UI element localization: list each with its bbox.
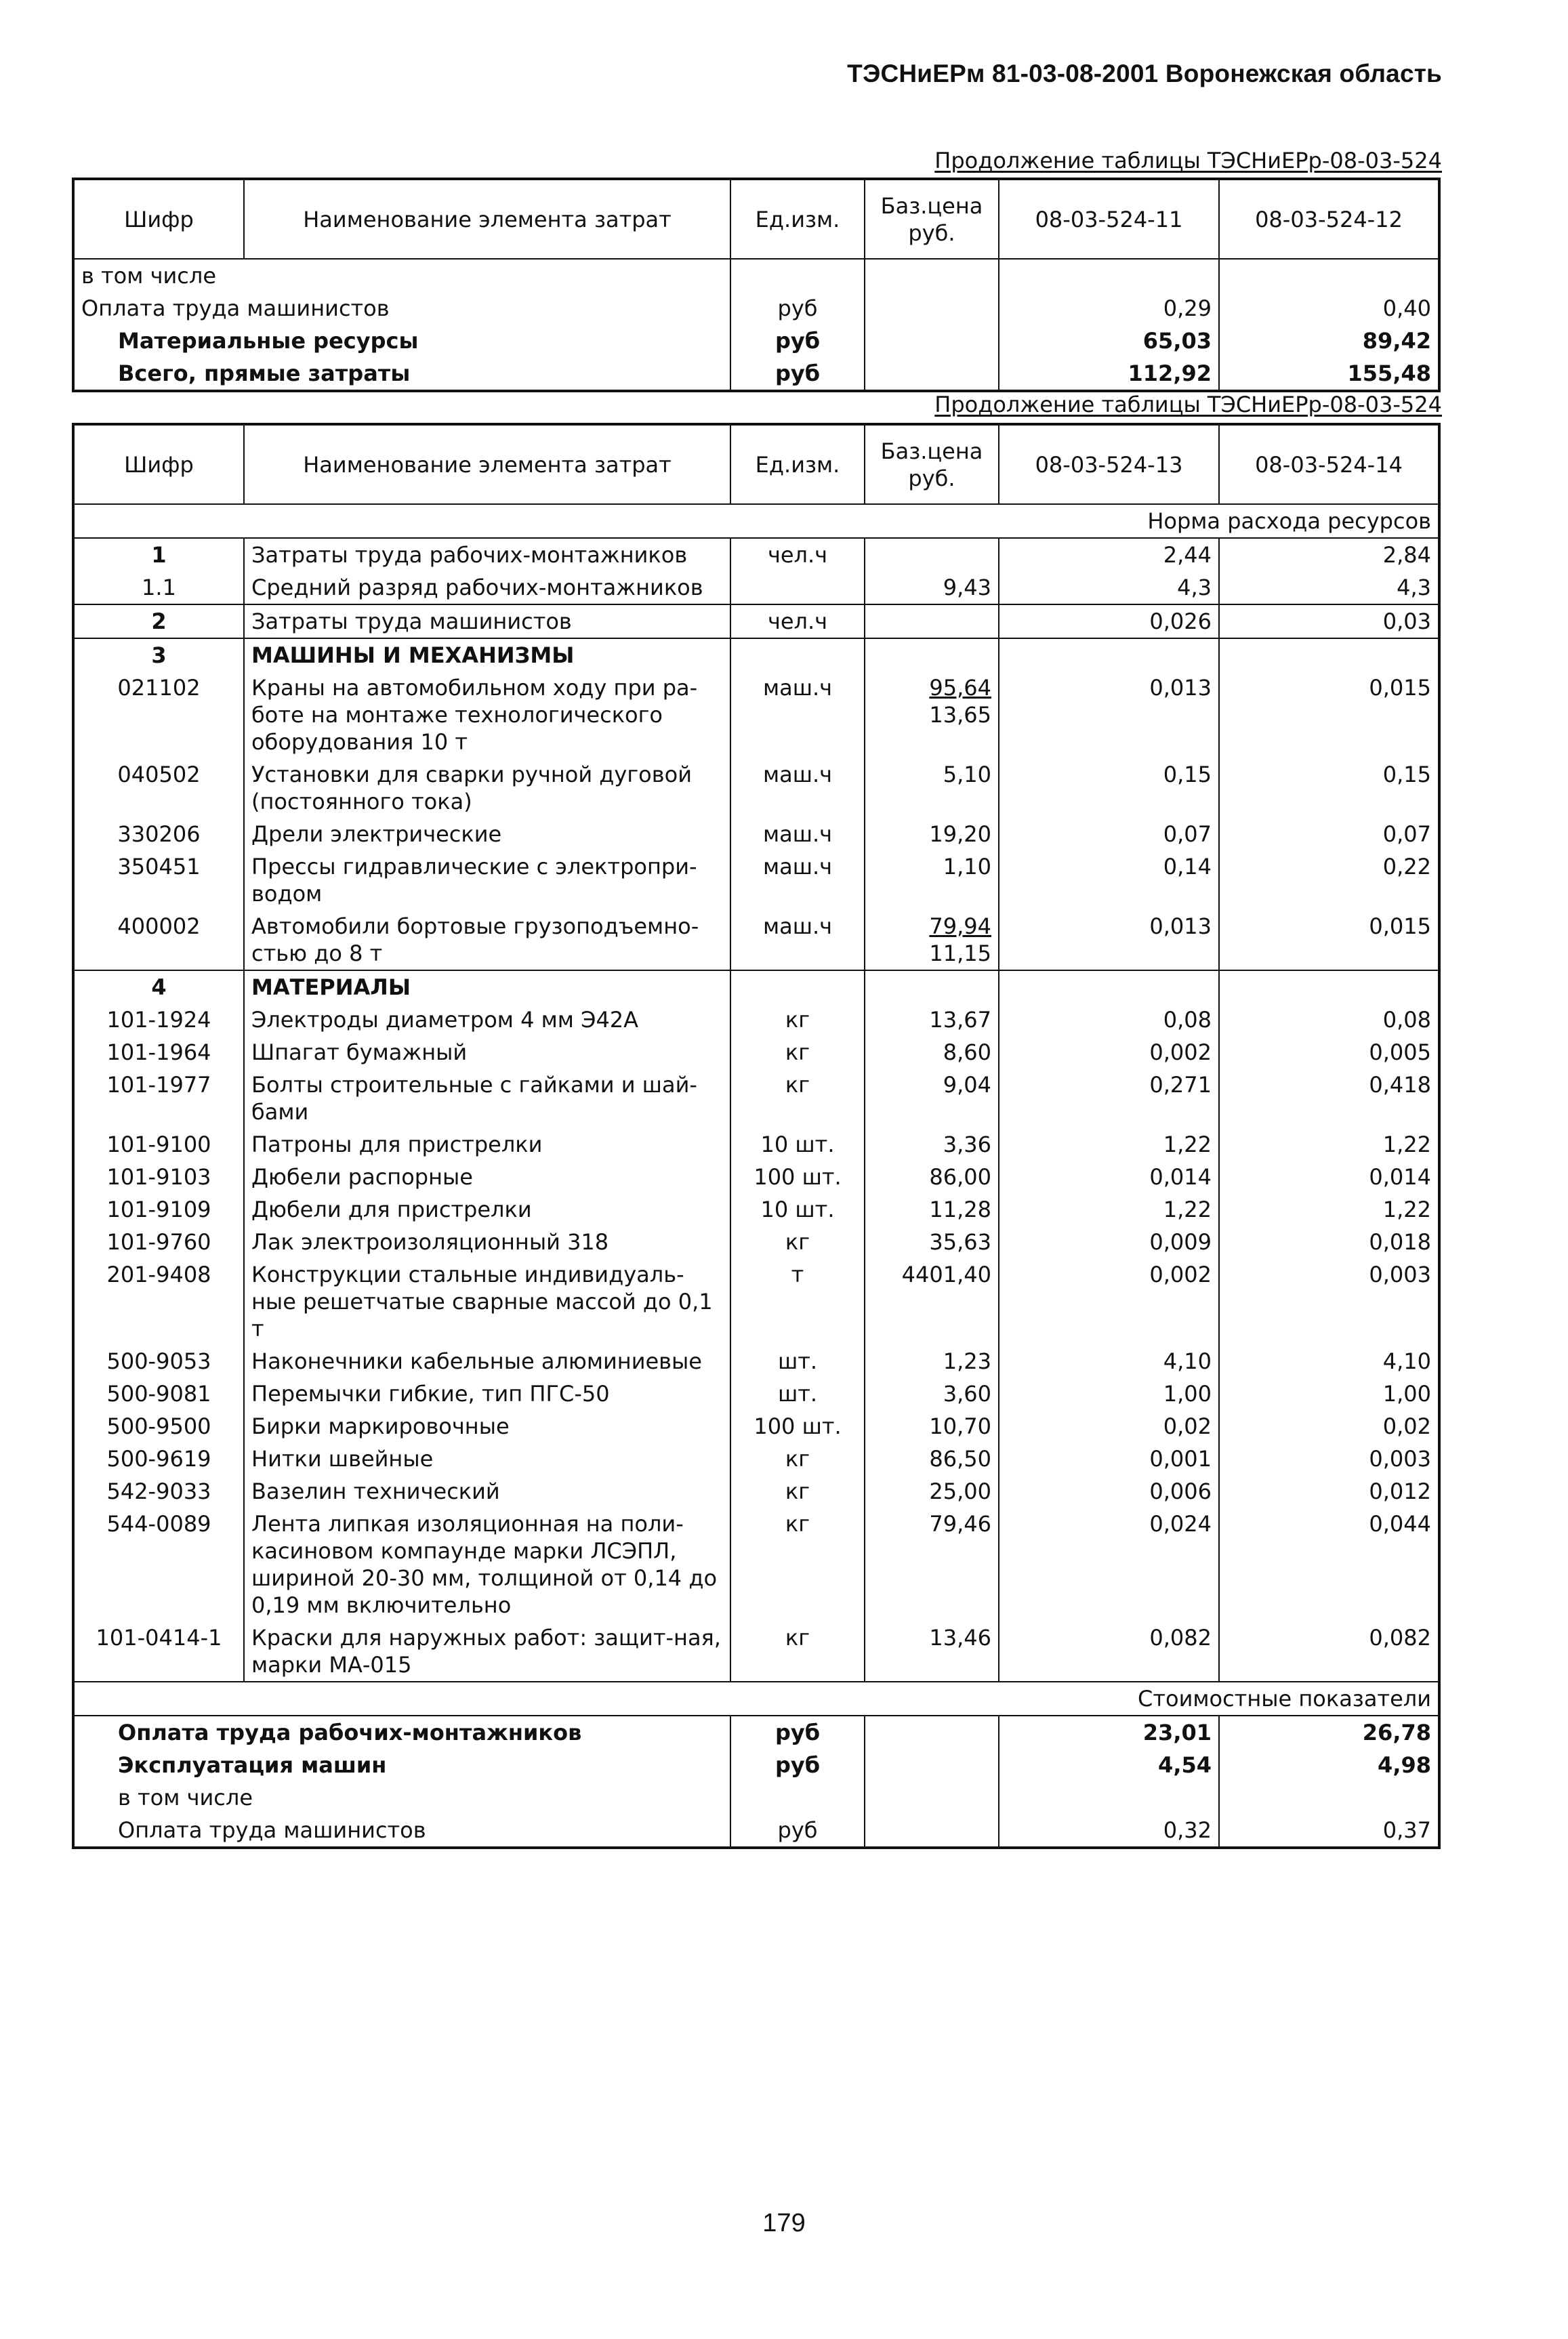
row-value-a: 0,002 [999,1036,1219,1069]
row-code: 3 [73,638,244,671]
row-name: Конструкции стальные индивидуаль-ные решетчатые сварные массой до 0,1 т [244,1258,730,1345]
row-code: 500-9500 [73,1410,244,1443]
row-unit: руб [730,357,865,391]
table1-body [73,259,1439,391]
col-price-header: Баз.цена руб. [865,424,999,504]
row-value-a [999,1781,1219,1814]
row-price: 3,36 [865,1128,999,1161]
row-name: Краски для наружных работ: защит-ная, марки МА-015 [244,1621,730,1682]
row-value-a: 0,29 [999,292,1219,325]
row-name: Автомобили бортовые грузоподъемно-стью до 8 т [244,910,730,970]
table-row [73,1621,1439,1682]
row-code: 2 [73,604,244,638]
table-row [73,1716,1439,1749]
row-value-b: 26,78 [1219,1716,1439,1749]
page-header: ТЭСНиЕРм 81-03-08-2001 Воронежская область [847,60,1442,87]
table-row [73,1475,1439,1508]
row-price: 86,00 [865,1161,999,1193]
table-row [73,1161,1439,1193]
row-value-b [1219,1781,1439,1814]
row-unit: кг [730,1475,865,1508]
table-row [73,325,1439,357]
table1 [72,178,1441,392]
row-value-a: 0,07 [999,818,1219,850]
row-unit: руб [730,1814,865,1848]
col-a-header: 08-03-524-13 [999,424,1219,504]
col-unit-header: Ед.изм. [730,424,865,504]
row-name: Шпагат бумажный [244,1036,730,1069]
row-unit: чел.ч [730,604,865,638]
row-code: 021102 [73,671,244,758]
row-code: 101-9100 [73,1128,244,1161]
table-row [73,259,1439,292]
row-label: Оплата труда машинистов [73,1814,730,1848]
row-unit: кг [730,1226,865,1258]
row-price [865,259,999,292]
row-code: 542-9033 [73,1475,244,1508]
row-value-a: 1,00 [999,1378,1219,1410]
row-value-a: 0,082 [999,1621,1219,1682]
row-name: Электроды диаметром 4 мм Э42А [244,1003,730,1036]
row-price: 9,04 [865,1069,999,1128]
row-value-b: 0,37 [1219,1814,1439,1848]
col-code-header: Шифр [73,179,244,259]
table-row [73,538,1439,571]
col-name-header: Наименование элемента затрат [244,424,730,504]
row-value-b: 1,00 [1219,1378,1439,1410]
table-row [73,1781,1439,1814]
table-row [73,671,1439,758]
row-price: 11,28 [865,1193,999,1226]
row-code: 4 [73,970,244,1003]
row-value-a: 23,01 [999,1716,1219,1749]
row-price [865,1716,999,1749]
row-value-b [1219,259,1439,292]
norm-row-label: Норма расхода ресурсов [73,504,1439,538]
table-row [73,604,1439,638]
row-unit: кг [730,1069,865,1128]
row-unit [730,970,865,1003]
row-price [865,325,999,357]
row-code: 201-9408 [73,1258,244,1345]
table-row [73,571,1439,604]
row-name: Лак электроизоляционный 318 [244,1226,730,1258]
table-row [73,758,1439,818]
row-unit: 100 шт. [730,1161,865,1193]
row-code: 500-9053 [73,1345,244,1378]
table-row [73,1193,1439,1226]
row-value-b: 2,84 [1219,538,1439,571]
row-value-a: 4,10 [999,1345,1219,1378]
row-unit: маш.ч [730,671,865,758]
row-price [865,910,999,970]
table-row [73,850,1439,910]
row-price: 13,46 [865,1621,999,1682]
row-name: Вазелин технический [244,1475,730,1508]
row-name: Нитки швейные [244,1443,730,1475]
row-value-b: 0,418 [1219,1069,1439,1128]
table-row [73,1226,1439,1258]
row-unit: шт. [730,1378,865,1410]
row-unit: руб [730,292,865,325]
row-value-b: 0,02 [1219,1410,1439,1443]
row-code: 544-0089 [73,1508,244,1621]
row-unit [730,638,865,671]
row-code: 101-1964 [73,1036,244,1069]
table-row [73,1814,1439,1848]
row-name: Болты строительные с гайками и шай-бами [244,1069,730,1128]
row-name: Патроны для пристрелки [244,1128,730,1161]
row-label: Материальные ресурсы [73,325,730,357]
row-value-b: 0,018 [1219,1226,1439,1258]
row-price: 86,50 [865,1443,999,1475]
row-value-b [1219,638,1439,671]
row-value-b: 0,082 [1219,1621,1439,1682]
row-code: 350451 [73,850,244,910]
table-row [73,357,1439,391]
row-value-a: 0,009 [999,1226,1219,1258]
table-row [73,1378,1439,1410]
row-label: Эксплуатация машин [73,1749,730,1781]
row-value-b: 0,005 [1219,1036,1439,1069]
cost-row [73,1682,1439,1716]
row-unit: чел.ч [730,538,865,571]
row-price: 5,10 [865,758,999,818]
row-value-a: 0,013 [999,910,1219,970]
col-b-header: 08-03-524-14 [1219,424,1439,504]
table-row [73,970,1439,1003]
row-value-a: 65,03 [999,325,1219,357]
row-value-b: 0,003 [1219,1443,1439,1475]
row-price: 10,70 [865,1410,999,1443]
row-code: 101-1977 [73,1069,244,1128]
row-code: 400002 [73,910,244,970]
row-label: в том числе [73,259,730,292]
col-name-header: Наименование элемента затрат [244,179,730,259]
row-value-b: 4,10 [1219,1345,1439,1378]
row-code: 1 [73,538,244,571]
row-unit: кг [730,1508,865,1621]
row-code: 101-9103 [73,1161,244,1193]
table2 [72,423,1441,1849]
row-name: МАШИНЫ И МЕХАНИЗМЫ [244,638,730,671]
table-row [73,1036,1439,1069]
row-unit [730,571,865,604]
row-value-b: 0,044 [1219,1508,1439,1621]
row-unit: руб [730,1749,865,1781]
table2-caption: Продолжение таблицы ТЭСНиЕРр-08-03-524 [934,392,1442,417]
table2-body [73,504,1439,1848]
row-price: 19,20 [865,818,999,850]
table-row [73,1749,1439,1781]
row-value-a: 0,013 [999,671,1219,758]
row-value-a: 1,22 [999,1193,1219,1226]
row-unit: маш.ч [730,758,865,818]
row-unit: 100 шт. [730,1410,865,1443]
row-unit: 10 шт. [730,1128,865,1161]
row-code: 500-9081 [73,1378,244,1410]
row-value-a: 0,001 [999,1443,1219,1475]
row-code: 330206 [73,818,244,850]
row-price: 1,10 [865,850,999,910]
row-value-b: 0,015 [1219,910,1439,970]
row-value-a: 1,22 [999,1128,1219,1161]
row-code: 101-1924 [73,1003,244,1036]
row-name: Затраты труда рабочих-монтажников [244,538,730,571]
price-main: 79,94 [929,913,991,939]
row-value-a: 4,3 [999,571,1219,604]
row-value-a: 0,08 [999,1003,1219,1036]
row-value-a: 0,14 [999,850,1219,910]
row-value-a [999,638,1219,671]
row-price: 3,60 [865,1378,999,1410]
table-row [73,1508,1439,1621]
row-price: 25,00 [865,1475,999,1508]
row-price: 8,60 [865,1036,999,1069]
row-price [865,538,999,571]
row-value-b [1219,970,1439,1003]
table-row [73,1258,1439,1345]
row-name: Бирки маркировочные [244,1410,730,1443]
row-value-b: 0,015 [1219,671,1439,758]
col-unit-header: Ед.изм. [730,179,865,259]
price-wage: 11,15 [929,940,991,966]
table1-caption: Продолжение таблицы ТЭСНиЕРр-08-03-524 [934,148,1442,173]
row-price [865,1781,999,1814]
table-row [73,1443,1439,1475]
row-price [865,671,999,758]
table-row [73,638,1439,671]
row-unit: кг [730,1621,865,1682]
row-value-b: 0,003 [1219,1258,1439,1345]
row-name: Затраты труда машинистов [244,604,730,638]
row-code: 101-9760 [73,1226,244,1258]
row-price: 4401,40 [865,1258,999,1345]
row-value-b: 0,08 [1219,1003,1439,1036]
row-name: МАТЕРИАЛЫ [244,970,730,1003]
row-unit: 10 шт. [730,1193,865,1226]
row-value-b: 1,22 [1219,1193,1439,1226]
row-label: Всего, прямые затраты [73,357,730,391]
row-unit: кг [730,1443,865,1475]
row-value-a: 4,54 [999,1749,1219,1781]
row-code: 101-9109 [73,1193,244,1226]
row-price [865,357,999,391]
table-row [73,1128,1439,1161]
row-name: Краны на автомобильном ходу при ра-боте на монтаже технологического оборудования 10 т [244,671,730,758]
row-code: 040502 [73,758,244,818]
row-value-a: 0,15 [999,758,1219,818]
row-code: 500-9619 [73,1443,244,1475]
row-name: Дюбели распорные [244,1161,730,1193]
row-value-a: 0,006 [999,1475,1219,1508]
row-value-b: 0,012 [1219,1475,1439,1508]
row-value-b: 4,3 [1219,571,1439,604]
row-name: Дрели электрические [244,818,730,850]
row-value-b: 0,07 [1219,818,1439,850]
price-wage: 13,65 [929,702,991,728]
row-unit: маш.ч [730,910,865,970]
row-name: Установки для сварки ручной дуговой (постоянного тока) [244,758,730,818]
row-name: Прессы гидравлические с электропри-водом [244,850,730,910]
row-name: Лента липкая изоляционная на поли-касиновом компаунде марки ЛСЭПЛ, шириной 20-30 мм, толщиной от 0,14 до 0,19 мм включительно [244,1508,730,1621]
row-price [865,638,999,671]
cost-row-label: Стоимостные показатели [73,1682,1439,1716]
row-price [865,604,999,638]
row-value-a [999,259,1219,292]
row-code: 1.1 [73,571,244,604]
col-price-header: Баз.цена руб. [865,179,999,259]
price-main: 95,64 [929,675,991,701]
row-unit [730,259,865,292]
row-price [865,1814,999,1848]
row-unit: кг [730,1003,865,1036]
table-row [73,910,1439,970]
row-value-b: 0,03 [1219,604,1439,638]
row-value-b: 0,15 [1219,758,1439,818]
row-price [865,292,999,325]
norm-row [73,504,1439,538]
row-price: 35,63 [865,1226,999,1258]
row-price: 9,43 [865,571,999,604]
row-unit: шт. [730,1345,865,1378]
row-value-a: 2,44 [999,538,1219,571]
row-value-a: 0,32 [999,1814,1219,1848]
row-value-a: 0,024 [999,1508,1219,1621]
col-code-header: Шифр [73,424,244,504]
row-value-a: 0,014 [999,1161,1219,1193]
page-number: 179 [762,2209,806,2237]
row-label: Оплата труда машинистов [73,292,730,325]
row-value-a: 0,271 [999,1069,1219,1128]
row-unit [730,1781,865,1814]
table-row [73,1069,1439,1128]
table-row [73,1003,1439,1036]
row-value-a [999,970,1219,1003]
table-row [73,1410,1439,1443]
row-label: Оплата труда рабочих-монтажников [73,1716,730,1749]
row-name: Дюбели для пристрелки [244,1193,730,1226]
row-code: 101-0414-1 [73,1621,244,1682]
row-price [865,970,999,1003]
row-value-b: 1,22 [1219,1128,1439,1161]
row-unit: кг [730,1036,865,1069]
row-value-b: 4,98 [1219,1749,1439,1781]
row-price [865,1749,999,1781]
row-price: 79,46 [865,1508,999,1621]
table-row [73,292,1439,325]
row-value-a: 0,02 [999,1410,1219,1443]
table-row [73,1345,1439,1378]
row-value-b: 89,42 [1219,325,1439,357]
row-value-a: 112,92 [999,357,1219,391]
row-label: в том числе [73,1781,730,1814]
row-value-b: 155,48 [1219,357,1439,391]
row-price: 1,23 [865,1345,999,1378]
row-value-b: 0,22 [1219,850,1439,910]
row-value-a: 0,002 [999,1258,1219,1345]
row-value-b: 0,014 [1219,1161,1439,1193]
row-price: 13,67 [865,1003,999,1036]
row-value-b: 0,40 [1219,292,1439,325]
row-unit: т [730,1258,865,1345]
table-row [73,818,1439,850]
row-name: Наконечники кабельные алюминиевые [244,1345,730,1378]
col-b-header: 08-03-524-12 [1219,179,1439,259]
row-unit: маш.ч [730,818,865,850]
row-value-a: 0,026 [999,604,1219,638]
row-name: Средний разряд рабочих-монтажников [244,571,730,604]
row-unit: маш.ч [730,850,865,910]
row-unit: руб [730,325,865,357]
row-unit: руб [730,1716,865,1749]
row-name: Перемычки гибкие, тип ПГС-50 [244,1378,730,1410]
col-a-header: 08-03-524-11 [999,179,1219,259]
